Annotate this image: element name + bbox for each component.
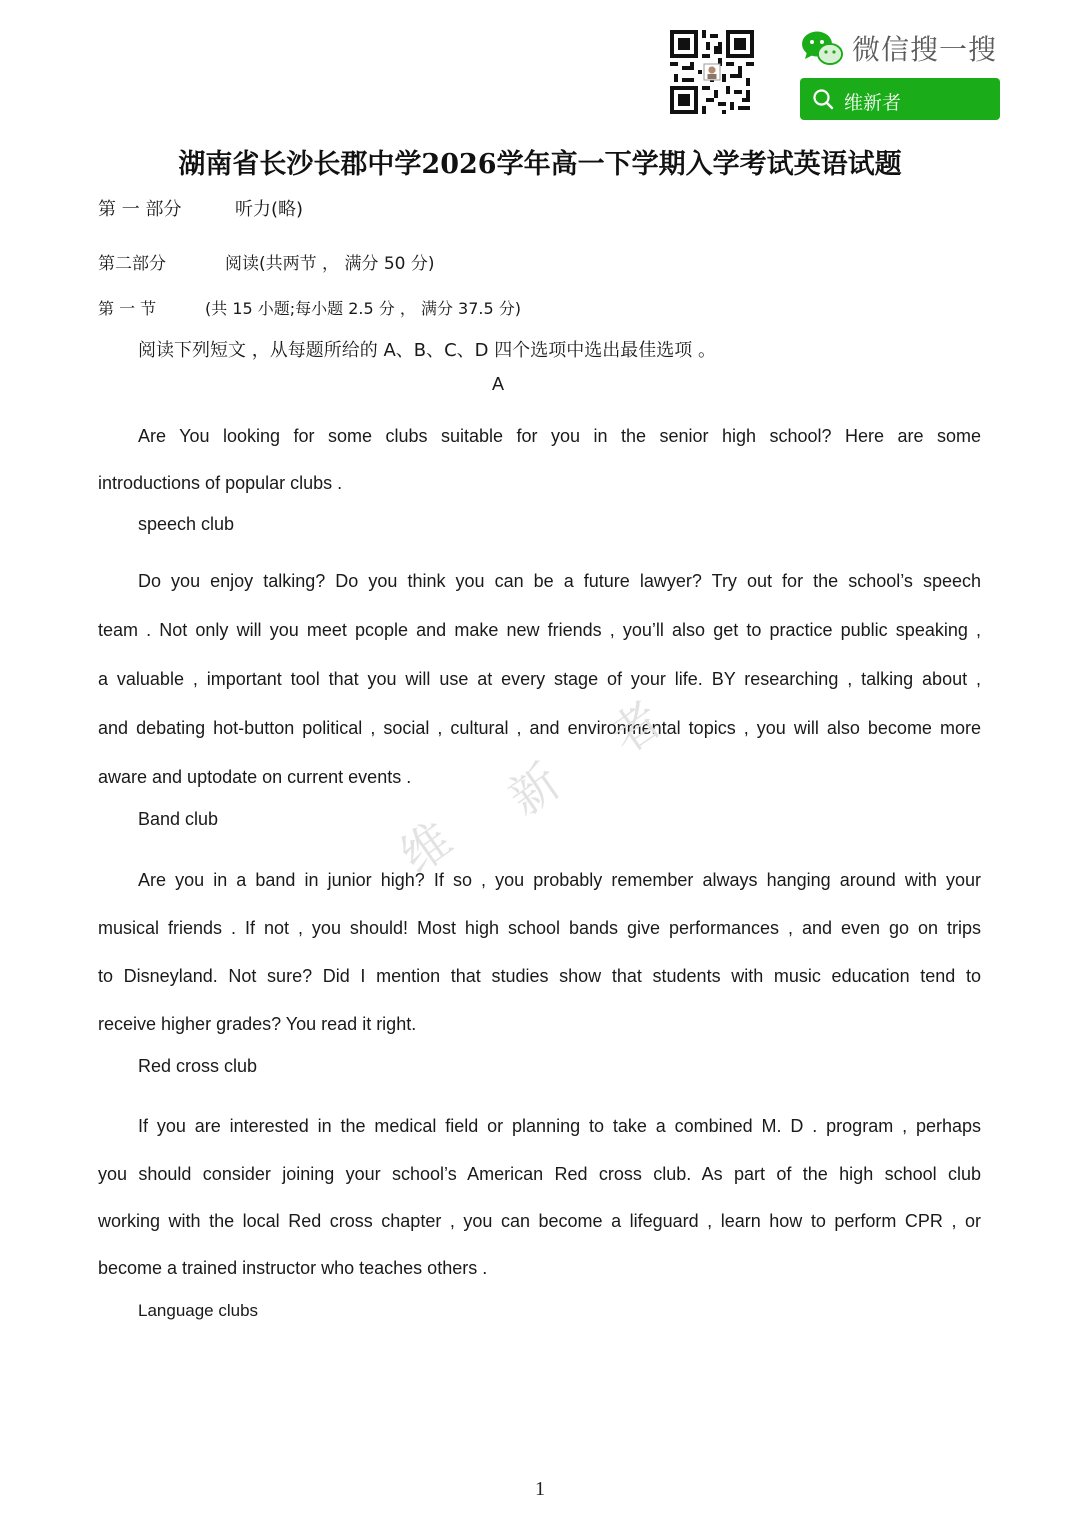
section1-heading: 第 一 节 [98,299,157,318]
speech-line-1: Do you enjoy talking? Do you think you can be a future lawyer? Try out for the school’s speech [138,571,981,591]
red-cross-club-title: Red cross club [138,1056,258,1076]
part1-text: 听力(略) [235,199,304,220]
part2-heading: 第二部分 [98,254,166,274]
band-line-1: Are you in a band in junior high? If so , you probably remember always hanging around with your [138,870,981,890]
band-line-4: receive higher grades? You read it right. [98,1014,417,1034]
red-cross-line-1: If you are interested in the medical field or planning to take a combined M. D . program , perhaps [138,1116,981,1136]
wechat-search-title: 微信搜一搜 [852,33,998,66]
speech-line-5: aware and uptodate on current events . [98,767,412,787]
red-cross-line-4: become a trained instructor who teaches others . [98,1258,488,1278]
red-cross-line-3: working with the local Red cross chapter , you can become a lifeguard , learn how to perform CPR , or [98,1211,981,1231]
language-clubs-title: Language clubs [138,1301,259,1320]
passage-letter: A [491,374,504,394]
exam-title: 湖南省长沙长郡中学2026学年高一下学期入学考试英语试题 [178,149,902,180]
speech-club-title: speech club [138,514,235,534]
intro-line-2: introductions of popular clubs . [98,473,343,493]
band-club-title: Band club [138,809,219,829]
page-number: 1 [535,1478,545,1500]
band-line-3: to Disneyland. Not sure? Did I mention that studies show that students with music education tend to [98,966,981,986]
speech-line-3: a valuable , important tool that you will use at every stage of your life. BY researching , talking about , [98,669,981,689]
speech-line-2: team . Not only will you meet pcople and make new friends , you’ll also get to practice public speaking , [98,620,981,640]
section1-text: (共 15 小题;每小题 2.5 分 ， 满分 37.5 分) [205,299,521,318]
instructions: 阅读下列短文 ，从每题所给的 A、B、C、D 四个选项中选出最佳选项 。 [138,340,716,361]
watermark-char-3: 者 [600,691,673,765]
wechat-logo-icon [800,28,844,68]
band-line-2: musical friends . If not , you should! Most high school bands give performances , and even go on trips [98,918,981,938]
qr-code-image [670,30,754,114]
part2-text: 阅读(共两节 ， 满分 50 分) [225,254,435,274]
speech-line-4: and debating hot-button political , social , cultural , and environmental topics , you will also become more [98,718,981,738]
search-icon [812,88,834,110]
part1-heading: 第 一 部分 [98,199,182,220]
wechat-search-button-label: 维新者 [844,92,902,114]
red-cross-line-2: you should consider joining your school’s American Red cross club. As part of the high school club [98,1164,981,1184]
watermark-char-1: 维 [390,811,463,885]
watermark-char-2: 新 [498,753,571,827]
intro-line-1: Are You looking for some clubs suitable for you in the senior high school? Here are some [138,426,981,446]
